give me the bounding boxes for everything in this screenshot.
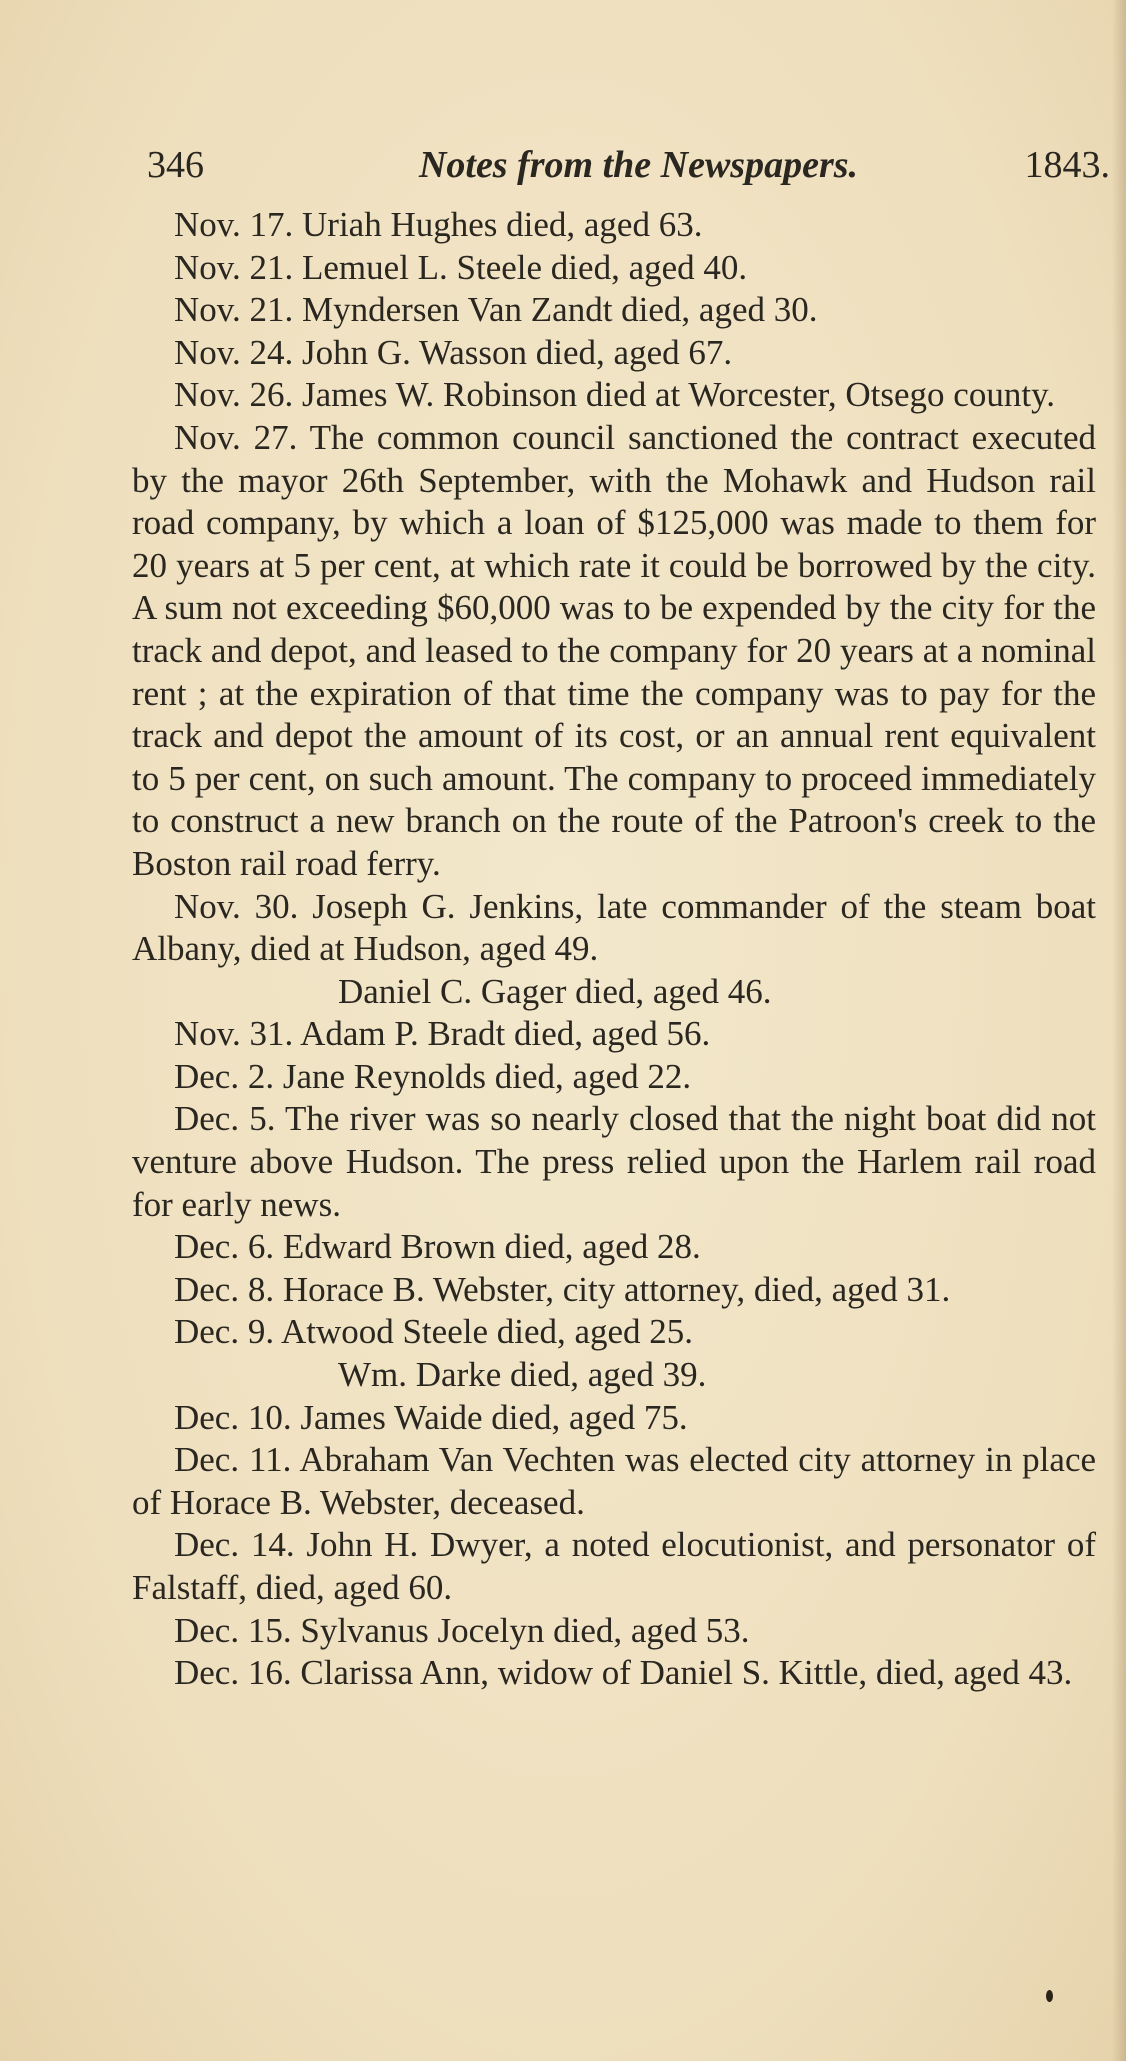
entry-text: Lemuel L. Steele died, aged 40. [302, 247, 748, 287]
entry [132, 1524, 1096, 1609]
header-year: 1843. [1024, 144, 1110, 186]
entry-date: Dec. 9. [174, 1312, 275, 1352]
entry-date: Dec. 10. [174, 1397, 292, 1437]
entry-date: Dec. 16. [174, 1653, 292, 1693]
entry-date: Nov. 21. [174, 290, 294, 330]
entry-text: Atwood Steele died, aged 25. [280, 1312, 694, 1352]
entry [132, 1098, 1096, 1226]
entry-date: Nov. 30. [174, 886, 299, 926]
entry [132, 1269, 1096, 1312]
entry-text: Edward Brown died, aged 28. [282, 1227, 701, 1267]
entry-text: Joseph G. Jenkins, late commander of the steam boat Albany, died at Hudson, aged 49. [132, 886, 1096, 969]
entry-date: Dec. 5. [174, 1099, 276, 1139]
entry [132, 1652, 1096, 1695]
entry-text: Abraham Van Vechten was elected city attorney in place of Horace B. Webster, deceased. [132, 1440, 1097, 1522]
entry-date: Dec. 6. [174, 1227, 275, 1267]
entry-text: James Waide died, aged 75. [300, 1397, 688, 1437]
running-header [147, 140, 1110, 190]
entry-text: Jane Reynolds died, aged 22. [282, 1056, 692, 1096]
entry [132, 332, 1096, 375]
entry [132, 1226, 1096, 1269]
entry [132, 289, 1096, 332]
entry-text: Adam P. Bradt died, aged 56. [300, 1014, 711, 1054]
entry-text: James W. Robinson died at Worcester, Otsego county. [302, 375, 1056, 415]
entry [132, 1397, 1096, 1440]
entry-text: Sylvanus Jocelyn died, aged 53. [300, 1610, 750, 1650]
entry [132, 1354, 1096, 1397]
entry-text: Wm. Darke died, aged 39. [338, 1355, 707, 1395]
entry-text: Horace B. Webster, city attorney, died, aged 31. [282, 1269, 951, 1309]
running-title: Notes from the Newspapers. [418, 144, 859, 186]
page-number: 346 [147, 144, 204, 186]
entry-date: Nov. 27. [174, 417, 298, 457]
entry-text: The common council sanctioned the contract executed by the mayor 26th September, with the Mohawk and Hudson rail road company, by which a loan of $125,000 was made to them for 20 years at 5 per cent, at which rate it could be borrowed by the city. A sum not exceeding $60,000 was to be expended by the city for the track and depot, and leased to the company for 20 years at a nominal rent ; at the expiration of that time the company was to pay for the track and depot the amount of its cost, or an annual rent equivalent to 5 per cent, on such amount. The company to proceed immediately to construct a new branch on the route of the Patroon's creek to the Boston rail road ferry. [132, 417, 1096, 883]
entry [132, 886, 1096, 971]
entry [132, 1610, 1096, 1653]
entry [132, 1056, 1096, 1099]
ink-speck [1046, 1990, 1053, 2002]
entry [132, 1311, 1096, 1354]
entry-date: Nov. 21. [174, 247, 294, 287]
entry [132, 1439, 1096, 1524]
entry-text: John H. Dwyer, a noted elocutionist, and personator of Falstaff, died, aged 60. [132, 1525, 1096, 1607]
entry-text: Clarissa Ann, widow of Daniel S. Kittle, died, aged 43. [300, 1653, 1073, 1693]
entry [132, 971, 1096, 1014]
entry-date: Dec. 15. [174, 1610, 292, 1650]
entry-date: Dec. 14. [174, 1525, 295, 1565]
page-edge-shadow [1112, 0, 1126, 2061]
entry [132, 417, 1096, 886]
entry [132, 204, 1096, 247]
entry-date: Dec. 2. [174, 1056, 275, 1096]
entry-text: Daniel C. Gager died, aged 46. [338, 971, 772, 1011]
entry-date: Dec. 11. [174, 1440, 292, 1480]
entry-date: Nov. 17. [174, 205, 294, 244]
entry-text: Myndersen Van Zandt died, aged 30. [302, 290, 818, 330]
entry-date: Dec. 8. [174, 1269, 275, 1309]
body-text [132, 204, 1096, 1695]
entry [132, 1013, 1096, 1056]
entry-text: Uriah Hughes died, aged 63. [302, 205, 703, 244]
entry-text: John G. Wasson died, aged 67. [302, 332, 733, 372]
entry-date: Nov. 26. [174, 375, 294, 415]
entry-date: Nov. 31. [174, 1014, 294, 1054]
entry-text: The river was so nearly closed that the night boat did not venture above Hudson. The press relied upon the Harlem rail road for early news. [132, 1099, 1096, 1224]
entry [132, 247, 1096, 290]
entry-date: Nov. 24. [174, 332, 294, 372]
entry [132, 374, 1096, 417]
